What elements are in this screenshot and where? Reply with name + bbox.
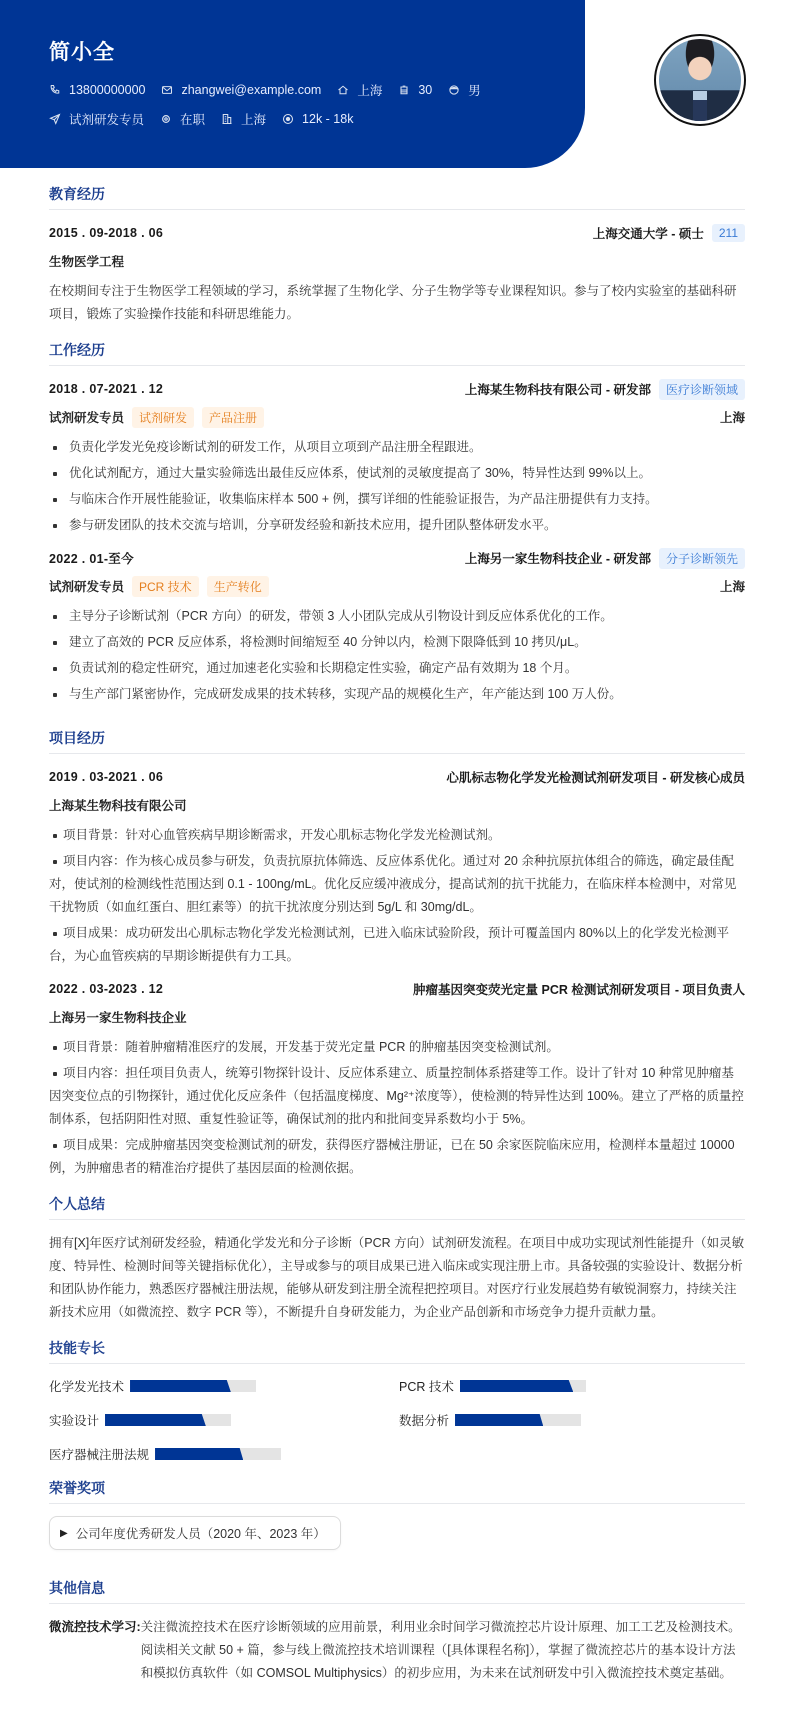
list-item: 项目背景：随着肿瘤精准医疗的发展，开发基于荧光定量 PCR 的肿瘤基因突变检测试剂。 xyxy=(49,1036,745,1059)
skill-label: 数据分析 xyxy=(399,1414,450,1428)
work-role-wrap xyxy=(49,407,264,428)
project-bullets xyxy=(49,1036,745,1180)
summary-section xyxy=(49,1194,745,1324)
gender-text: 男 xyxy=(468,84,481,98)
education-major xyxy=(49,250,745,272)
skill-item xyxy=(399,1376,745,1396)
skill-bar xyxy=(460,1380,586,1392)
other-section xyxy=(49,1578,745,1685)
work-head xyxy=(49,378,745,400)
skill-label: 医疗器械注册法规 xyxy=(49,1448,150,1462)
work-item xyxy=(49,378,745,537)
other-label: 微流控技术学习: xyxy=(49,1620,141,1634)
award-item[interactable] xyxy=(49,1516,341,1550)
list-item: 项目成果：完成肿瘤基因突变检测试剂的研发，获得医疗器械注册证，已在 50 余家医院临床应用，检测样本量超过 10000 例，为肿瘤患者的精准治疗提供了基因层面的检测依据。 xyxy=(49,1134,745,1180)
project-date: 2019 . 03-2021 . 06 xyxy=(49,770,164,784)
list-item: 参与研发团队的技术交流与培训，分享研发经验和新技术应用，提升团队整体研发水平。 xyxy=(49,514,745,537)
position-text: 试剂研发专员 xyxy=(69,113,145,127)
work-role: 试剂研发专员 xyxy=(49,411,125,425)
skill-bar xyxy=(130,1380,256,1392)
city-text: 上海 xyxy=(241,113,267,127)
work-location: 上海 xyxy=(719,580,745,594)
section-title-awards: 荣誉奖项 xyxy=(49,1478,745,1504)
projects-section xyxy=(49,728,745,1180)
status-item xyxy=(160,110,205,128)
mail-icon xyxy=(161,84,173,96)
education-head xyxy=(49,222,745,244)
education-section xyxy=(49,184,745,326)
skill-fill xyxy=(455,1414,543,1426)
skills-grid xyxy=(49,1376,745,1464)
project-head xyxy=(49,978,745,1000)
work-date: 2018 . 07-2021 . 12 xyxy=(49,382,164,396)
list-item: 优化试剂配方，通过大量实验筛选出最佳反应体系，使试剂的灵敏度提高了 30%，特异性达到 99%以上。 xyxy=(49,462,745,485)
project-item xyxy=(49,978,745,1180)
work-bullets xyxy=(49,436,745,537)
work-role-wrap xyxy=(49,576,269,597)
candidate-name: 简小全 xyxy=(49,41,115,64)
skill-bar xyxy=(105,1414,231,1426)
summary-text: 拥有[X]年医疗试剂研发经验，精通化学发光和分子诊断（PCR 方向）试剂研发流程。在项目中成功实现试剂性能提升（如灵敏度、特异性、检测时间等关键指标优化），主导或参与的项目成果已进入临床或实现注册上市。具备较强的实验设计、数据分析和团队协作能力，熟悉医疗器械注册法规，能够从研发到注册全流程把控项目。对医疗行业发展趋势有敏锐洞察力，持续关注新技术应用（如微流控、数字 PCR 等），不断提升自身研发能力，为企业产品创新和市场竞争力提升贡献力量。 xyxy=(49,1236,745,1319)
header-banner xyxy=(0,0,585,168)
contact-row xyxy=(49,80,585,100)
skill-bar xyxy=(155,1448,281,1460)
project-company: 上海另一家生物科技企业 xyxy=(49,1011,187,1025)
other-text: 关注微流控技术在医疗诊断领域的应用前景，利用业余时间学习微流控芯片设计原理、加工工艺及检测技术。阅读相关文献 50 + 篇，参与线上微流控技术培训课程（[具体课程名称]），掌握了微流控芯片的基本设计方法和模拟仿真软件（如 COMSOL Multiphysics）的初步应用，为未来在试剂研发中引入微流控技术奠定基础。 xyxy=(140,1620,741,1680)
work-bullets xyxy=(49,605,745,706)
age-icon xyxy=(398,84,410,96)
work-location: 上海 xyxy=(719,411,745,425)
list-item: 建立了高效的 PCR 反应体系，将检测时间缩短至 40 分钟以内，检测下限降低到 10 拷贝/μL。 xyxy=(49,631,745,654)
project-name: 肿瘤基因突变荧光定量 PCR 检测试剂研发项目 - 项目负责人 xyxy=(413,983,745,997)
list-item: 项目背景：针对心血管疾病早期诊断需求，开发心肌标志物化学发光检测试剂。 xyxy=(49,824,745,847)
section-title-skills: 技能专长 xyxy=(49,1338,745,1364)
list-item: 主导分子诊断试剂（PCR 方向）的研发，带领 3 人小团队完成从引物设计到反应体系优化的工作。 xyxy=(49,605,745,628)
skill-item xyxy=(49,1410,399,1430)
age-text: 30 xyxy=(418,83,433,97)
phone-item xyxy=(49,83,145,97)
project-name: 心肌标志物化学发光检测试剂研发项目 - 研发核心成员 xyxy=(446,771,745,785)
skill-item xyxy=(49,1376,399,1396)
salary-icon xyxy=(282,113,294,125)
education-school-wrap xyxy=(593,224,745,242)
education-school: 上海交通大学 - 硕士 xyxy=(592,227,704,241)
school-tag: 211 xyxy=(712,224,745,242)
work-role: 试剂研发专员 xyxy=(49,580,125,594)
work-company: 上海某生物科技有限公司 - 研发部 xyxy=(464,383,651,397)
list-item: 项目内容：作为核心成员参与研发，负责抗原抗体筛选、反应体系优化。通过对 20 余种抗原抗体组合的筛选，确定最佳配对，使试剂的检测线性范围达到 0.1 - 100ng/mL。优化反应缓冲液成分，提高试剂的抗干扰能力，在临床样本检测中，对常见干扰物质（如血红蛋白、胆红素等）的抗干扰浓度分别达到 5g/L 和 30mg/dL。 xyxy=(49,850,745,919)
project-head xyxy=(49,766,745,788)
project-bullets xyxy=(49,824,745,968)
list-item: 负责试剂的稳定性研究，通过加速老化实验和长期稳定性实验，确定产品有效期为 18 个月。 xyxy=(49,657,745,680)
skill-item xyxy=(49,1444,399,1464)
industry-tag: 分子诊断领先 xyxy=(659,548,745,569)
work-role-row xyxy=(49,406,745,428)
status-text: 在职 xyxy=(180,113,206,127)
education-description: 在校期间专注于生物医学工程领域的学习，系统掌握了生物化学、分子生物学等专业课程知识。参与了校内实验室的基础科研项目，锻炼了实验操作技能和科研思维能力。 xyxy=(49,284,737,321)
email-text: zhangwei@example.com xyxy=(181,83,322,97)
triangle-right-icon: ▶ xyxy=(60,1527,68,1539)
project-company-row xyxy=(49,794,745,816)
email-item xyxy=(161,83,321,97)
section-title-education: 教育经历 xyxy=(49,184,745,210)
project-company: 上海某生物科技有限公司 xyxy=(49,799,187,813)
gender-item xyxy=(448,81,481,99)
resume-body xyxy=(49,184,745,1699)
skills-section xyxy=(49,1338,745,1464)
section-title-other: 其他信息 xyxy=(49,1578,745,1604)
industry-tag: 医疗诊断领域 xyxy=(659,379,745,400)
list-item: 与生产部门紧密协作，完成研发成果的技术转移，实现产品的规模化生产，年产能达到 100 万人份。 xyxy=(49,683,745,706)
role-tag: PCR 技术 xyxy=(132,576,199,597)
salary-item xyxy=(282,112,353,126)
list-item: 项目内容：担任项目负责人，统筹引物探针设计、反应体系建立、质量控制体系搭建等工作。设计了针对 10 种常见肿瘤基因突变位点的引物探针，通过优化反应条件（包括温度梯度、Mg²⁺浓度等），使检测的特异性达到 100%。建立了严格的质量控制体系，包括阴阳性对照、重复性验证等，确保试剂的批内和批间变异系数均小于 5%。 xyxy=(49,1062,745,1131)
salary-text: 12k - 18k xyxy=(302,112,354,126)
position-item xyxy=(49,110,144,128)
gender-icon xyxy=(448,84,460,96)
major-text: 生物医学工程 xyxy=(49,255,125,269)
job-row xyxy=(49,109,585,129)
other-item xyxy=(49,1616,745,1685)
city-item xyxy=(221,110,266,128)
skill-label: PCR 技术 xyxy=(399,1380,454,1394)
work-date: 2022 . 01-至今 xyxy=(49,552,134,566)
list-item: 负责化学发光免疫诊断试剂的研发工作，从项目立项到产品注册全程跟进。 xyxy=(49,436,745,459)
work-role-row xyxy=(49,575,745,597)
phone-icon xyxy=(49,84,61,96)
status-icon xyxy=(160,113,172,125)
awards-section xyxy=(49,1478,745,1564)
project-item xyxy=(49,766,745,968)
skill-fill xyxy=(155,1448,243,1460)
skill-label: 实验设计 xyxy=(49,1414,100,1428)
education-date: 2015 . 09-2018 . 06 xyxy=(49,226,164,240)
work-company-wrap xyxy=(465,548,745,569)
skill-bar xyxy=(455,1414,581,1426)
avatar-photo xyxy=(659,39,741,121)
work-head xyxy=(49,547,745,569)
work-section xyxy=(49,340,745,706)
home-item xyxy=(337,81,382,99)
send-icon xyxy=(49,113,61,125)
avatar xyxy=(654,34,746,126)
role-tag: 产品注册 xyxy=(202,407,264,428)
award-text: 公司年度优秀研发人员（2020 年、2023 年） xyxy=(75,1527,326,1541)
skill-label: 化学发光技术 xyxy=(49,1380,125,1394)
list-item: 项目成果：成功研发出心肌标志物化学发光检测试剂，已进入临床试验阶段，预计可覆盖国内 80%以上的化学发光检测平台，为心血管疾病的早期诊断提供有力工具。 xyxy=(49,922,745,968)
work-company: 上海另一家生物科技企业 - 研发部 xyxy=(464,552,651,566)
home-icon xyxy=(337,84,349,96)
role-tag: 生产转化 xyxy=(207,576,269,597)
work-company-wrap xyxy=(465,379,745,400)
work-item xyxy=(49,547,745,706)
section-title-work: 工作经历 xyxy=(49,340,745,366)
age-item xyxy=(398,83,432,97)
home-text: 上海 xyxy=(357,84,383,98)
project-date: 2022 . 03-2023 . 12 xyxy=(49,982,164,996)
project-company-row xyxy=(49,1006,745,1028)
skill-item xyxy=(399,1410,745,1430)
section-title-projects: 项目经历 xyxy=(49,728,745,754)
role-tag: 试剂研发 xyxy=(132,407,194,428)
building-icon xyxy=(221,113,233,125)
phone-text: 13800000000 xyxy=(69,83,146,97)
skill-fill xyxy=(105,1414,206,1426)
section-title-summary: 个人总结 xyxy=(49,1194,745,1220)
skill-fill xyxy=(460,1380,573,1392)
skill-fill xyxy=(130,1380,231,1392)
list-item: 与临床合作开展性能验证，收集临床样本 500 + 例，撰写详细的性能验证报告，为产品注册提供有力支持。 xyxy=(49,488,745,511)
